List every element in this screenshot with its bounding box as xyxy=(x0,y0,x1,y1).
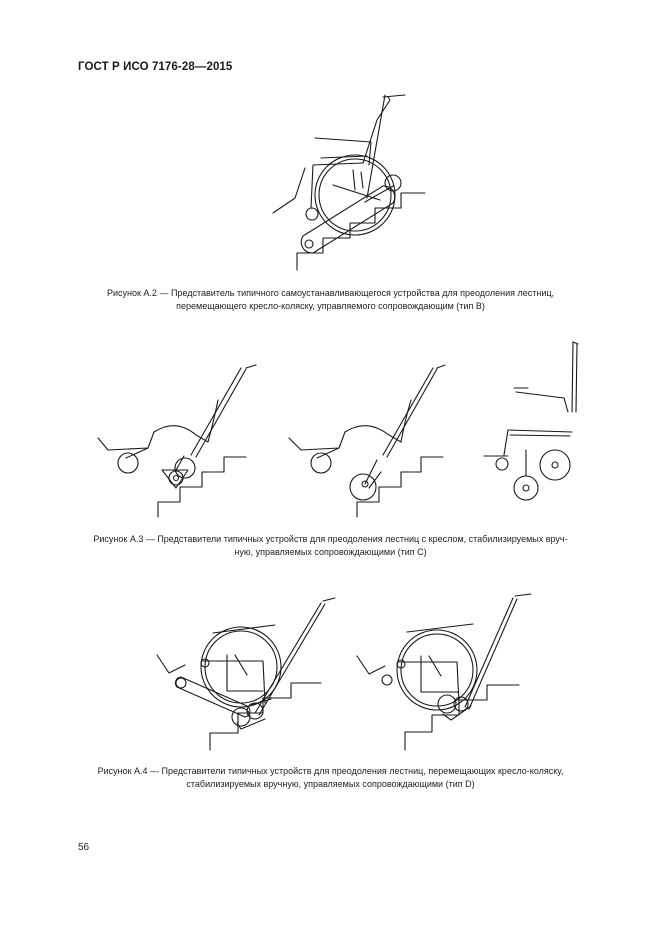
wheelchair-rear-wheel xyxy=(201,627,281,707)
wheel xyxy=(438,695,456,713)
figure-a3-caption xyxy=(60,533,601,559)
caption-line: Рисунок А.2 — Представитель типичного самоустанавливающегося устройства для преодоления лестниц, xyxy=(106,288,554,298)
wheel xyxy=(540,450,570,480)
caption-line: Рисунок А.4 — Представители типичных устройств для преодоления лестниц, перемещающих кресло-коляску, xyxy=(97,766,564,776)
caption-line: ную, управляемых сопровождающими (тип С) xyxy=(234,547,427,557)
staircase-line xyxy=(405,685,519,750)
figure-a4-drawing-right xyxy=(355,592,535,752)
figure-a3-drawing-left xyxy=(96,360,256,520)
figure-a2-drawing xyxy=(265,90,430,275)
wheel xyxy=(514,476,538,500)
wheel xyxy=(496,458,508,470)
figure-a2-caption xyxy=(60,287,601,313)
figure-a3-drawing-middle xyxy=(285,360,445,520)
wheelchair-front-caster xyxy=(382,675,392,685)
figure-a4-drawing-left xyxy=(155,595,335,755)
caption-line: перемещающего кресло-коляску, управляемого сопровождающим (тип В) xyxy=(176,301,485,311)
footrest-bar xyxy=(175,677,249,717)
document-header: ГОСТ Р ИСО 7176-28—2015 xyxy=(78,61,233,73)
page-number: 56 xyxy=(78,842,90,853)
wheel xyxy=(118,453,138,473)
wheelchair-front-caster xyxy=(306,208,318,220)
staircase-line xyxy=(158,457,246,517)
caption-line: стабилизируемых вручную, управляемых сопровождающими (тип D) xyxy=(186,779,475,789)
figure-a3-drawing-right xyxy=(480,340,590,510)
figure-a4-caption xyxy=(60,765,601,791)
caption-line: Рисунок А.3 — Представители типичных устройств для преодоления лестниц с креслом, стабилизируемых вруч- xyxy=(93,534,568,544)
